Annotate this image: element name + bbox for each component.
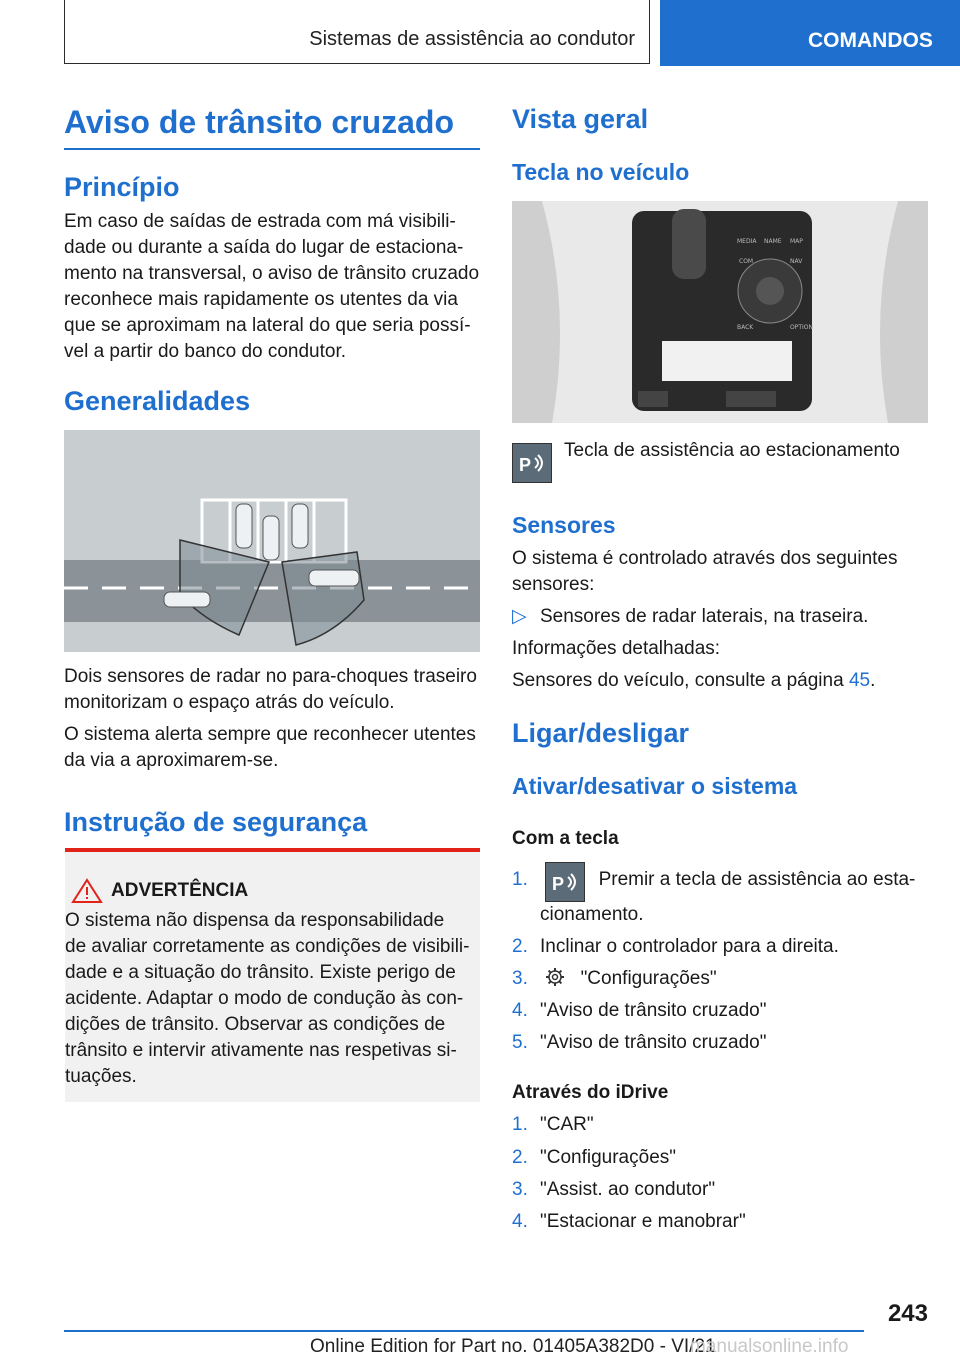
step-number: 3. xyxy=(512,1179,528,1200)
principle-heading: Princípio xyxy=(64,172,180,202)
step-text: "Assist. ao condutor" xyxy=(540,1179,716,1200)
console-drawing xyxy=(512,201,928,423)
sensors-paragraph xyxy=(512,546,932,598)
warning-title: ADVERTÊNCIA xyxy=(111,880,249,901)
general-paragraph-2 xyxy=(64,722,484,774)
text-line: Dois sensores de radar no para-choques traseiro xyxy=(64,666,477,687)
sensors-heading: Sensores xyxy=(512,512,616,538)
idrive-step xyxy=(512,1209,746,1235)
vehicle-console-photo xyxy=(512,201,928,423)
text-line: O sistema é controlado através dos seguintes xyxy=(512,548,898,569)
idrive-step xyxy=(512,1177,715,1203)
step-item xyxy=(512,966,717,995)
step-number: 3. xyxy=(512,968,528,989)
step-text: "Estacionar e manobrar" xyxy=(540,1211,746,1232)
footer-rule xyxy=(64,1330,864,1332)
step-text: Inclinar o controlador para a direita. xyxy=(540,936,839,957)
step-text: "Aviso de trânsito cruzado" xyxy=(540,1000,767,1021)
step-text-continued: cionamento. xyxy=(540,904,644,925)
text-line: reconhece mais rapidamente os utentes da via xyxy=(64,289,458,310)
svg-text:MEDIA: MEDIA xyxy=(737,238,757,245)
warning-box xyxy=(65,848,480,1102)
step-number: 5. xyxy=(512,1032,528,1053)
key-heading: Tecla no veículo xyxy=(512,159,690,185)
general-heading: Generalidades xyxy=(64,386,251,416)
general-paragraph-1 xyxy=(64,664,484,716)
step-text: "Aviso de trânsito cruzado" xyxy=(540,1032,767,1053)
text-line: dições de trânsito. Observar as condições de xyxy=(65,1014,446,1035)
text-line: O sistema não dispensa da responsabilidade xyxy=(65,910,445,931)
svg-text:OPTION: OPTION xyxy=(790,324,813,331)
text-line: mento na transversal, o aviso de trânsito cruzado xyxy=(64,263,480,284)
sensors-bullet xyxy=(512,604,868,630)
detail-label: Informações detalhadas: xyxy=(512,638,721,659)
step-item xyxy=(512,934,839,960)
page-title: Aviso de trânsito cruzado xyxy=(64,104,454,140)
header-section-title: Sistemas de assistência ao condutor xyxy=(309,28,635,50)
idrive-step xyxy=(512,1145,676,1171)
text-line: de avaliar corretamente as condições de visibili- xyxy=(65,936,470,957)
text-line: dade ou durante a saída do lugar de estaciona- xyxy=(64,237,464,258)
step-number: 2. xyxy=(512,936,528,957)
bullet-triangle-icon: ▷ xyxy=(512,606,527,627)
title-rule xyxy=(64,148,480,150)
text-line: trânsito e intervir ativamente nas respetivas si- xyxy=(65,1040,457,1061)
edition-note: Online Edition for Part no. 01405A382D0 - VI/21 xyxy=(310,1336,716,1357)
header-chapter-label: COMANDOS xyxy=(808,29,933,52)
park-assist-key-icon xyxy=(512,443,552,483)
text-line: Em caso de saídas de estrada com má visibili- xyxy=(64,211,456,232)
with-key-heading: Com a tecla xyxy=(512,828,619,849)
safety-heading: Instrução de segurança xyxy=(64,807,368,837)
step-text: Premir a tecla de assistência ao esta- xyxy=(598,869,916,890)
text-line: O sistema alerta sempre que reconhecer utentes xyxy=(64,724,476,745)
text-line: vel a partir do banco do condutor. xyxy=(64,341,347,362)
text-line: que se aproximam na lateral do que seria possí- xyxy=(64,315,471,336)
step-item xyxy=(512,1030,766,1056)
bullet-text: Sensores de radar laterais, na traseira. xyxy=(540,606,869,627)
text-line: sensores: xyxy=(512,574,595,595)
svg-text:MAP: MAP xyxy=(790,238,803,245)
text-line: dade e a situação do trânsito. Existe perigo de xyxy=(65,962,456,983)
text-line: tuações. xyxy=(65,1066,137,1087)
step-number: 4. xyxy=(512,1000,528,1021)
page-number: 243 xyxy=(887,1300,928,1327)
detail-text: Sensores do veículo, consulte a página xyxy=(512,670,849,691)
gear-icon xyxy=(545,967,569,995)
svg-text:P: P xyxy=(552,874,565,894)
page-link-45[interactable]: 45 xyxy=(848,670,871,691)
overview-heading: Vista geral xyxy=(512,104,649,134)
idrive-heading: Através do iDrive xyxy=(512,1082,669,1103)
step-text: "CAR" xyxy=(540,1114,594,1135)
svg-text:P: P xyxy=(519,455,532,475)
detail-end: . xyxy=(870,670,876,691)
activate-heading: Ativar/desativar o sistema xyxy=(512,773,798,799)
principle-paragraph xyxy=(64,209,484,365)
svg-text:BACK: BACK xyxy=(737,324,754,331)
step-item xyxy=(512,862,915,902)
header-section-box xyxy=(64,0,650,64)
text-line: acidente. Adaptar o modo de condução às con- xyxy=(65,988,464,1009)
step-text: "Configurações" xyxy=(580,968,717,989)
park-assist-key-icon xyxy=(545,862,585,902)
warning-body xyxy=(65,908,477,1090)
text-line: monitorizam o espaço atrás do veículo. xyxy=(64,692,395,713)
svg-text:NAV: NAV xyxy=(790,258,803,265)
onoff-heading: Ligar/desligar xyxy=(512,718,690,748)
key-caption: Tecla de assistência ao estacionamento xyxy=(564,440,900,461)
warning-triangle-icon xyxy=(71,878,103,909)
cross-traffic-illustration xyxy=(64,430,480,652)
svg-text:NAME: NAME xyxy=(764,238,782,245)
svg-text:COM: COM xyxy=(739,258,754,265)
watermark: manualsonline.info xyxy=(690,1336,849,1357)
cross-traffic-diagram xyxy=(64,430,480,652)
idrive-step xyxy=(512,1112,594,1138)
step-number: 1. xyxy=(512,1114,528,1135)
step-number: 1. xyxy=(512,869,528,890)
step-text: "Configurações" xyxy=(540,1147,677,1168)
detail-reference xyxy=(512,668,875,694)
step-number: 2. xyxy=(512,1147,528,1168)
step-item xyxy=(512,998,766,1024)
text-line: da via a aproximarem-se. xyxy=(64,750,279,771)
step-number: 4. xyxy=(512,1211,528,1232)
header-chapter-tab[interactable] xyxy=(660,0,960,66)
